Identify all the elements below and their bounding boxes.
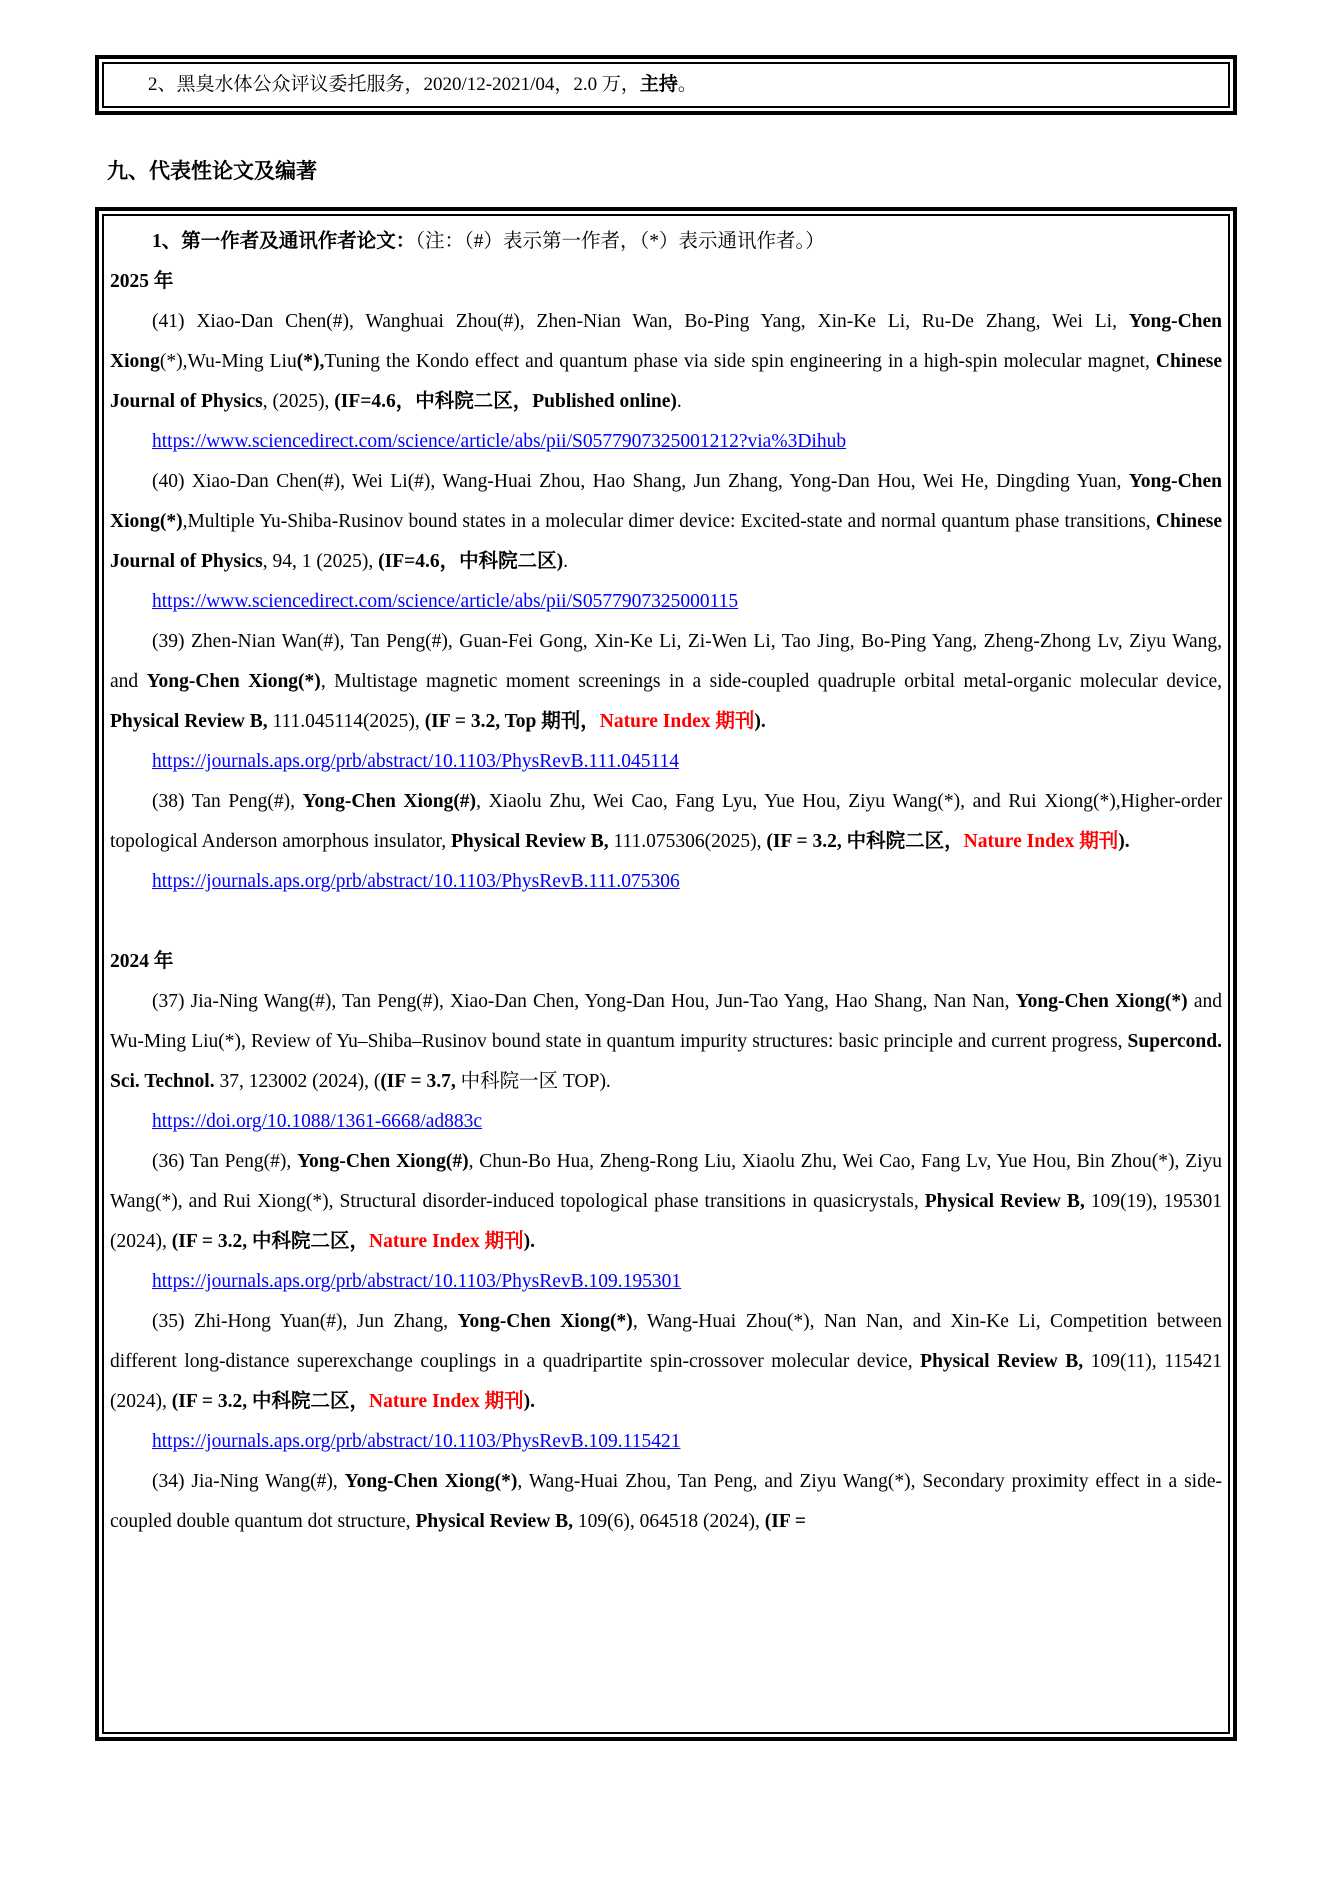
publication-link-37 (110, 1102, 1222, 1142)
entry-text-segment: 111.045114(2025), (267, 711, 425, 732)
entry-text-segment: Supercond. Sci. Technol. (110, 1031, 1222, 1092)
publication-link[interactable]: https://journals.aps.org/prb/abstract/10.1103/PhysRevB.111.045114 (152, 751, 680, 772)
entry-text-segment: , Xiaolu Zhu, Wei Cao, Fang Lyu, Yue Hou, Ziyu Wang(*), and Rui Xiong(*),Higher-order topological Anderson amorphous insulator, (110, 791, 1222, 852)
entry-text-segment: ). (1118, 831, 1130, 852)
entry-text-segment: Physical Review B, (920, 1351, 1084, 1372)
entry-text-segment: . (563, 551, 568, 572)
entry-text-segment: Yong-Chen Xiong(*) (110, 471, 1222, 532)
publication-link[interactable]: https://doi.org/10.1088/1361-6668/ad883c (152, 1111, 483, 1132)
publications-box (95, 207, 1237, 1741)
entry-text-segment: Nature Index 期刊 (599, 711, 755, 732)
entry-text-segment: Yong-Chen Xiong(#) (302, 791, 477, 812)
entry-text-segment: and Wu-Ming Liu(*), Review of Yu–Shiba–Rusinov bound state in quantum impurity structures: basic principle and current progress, (110, 991, 1222, 1052)
entry-text-segment: , Wang-Huai Zhou(*), Nan Nan, and Xin-Ke Li, Competition between different long-distance superexchange couplings in a quadripartite spin-crossover molecular device, (110, 1311, 1222, 1372)
entry-text-segment: Yong-Chen Xiong(*) (344, 1471, 518, 1492)
entry-text-segment: (IF = 3.2, 中科院二区， (171, 1391, 370, 1412)
year-2025: 2025 年 (110, 271, 174, 292)
top-note-box-inner (102, 62, 1230, 108)
entry-text-segment: 111.075306(2025), (608, 831, 767, 852)
publication-link-38 (110, 862, 1222, 902)
entry-text-segment: . (676, 391, 682, 412)
entry-text-segment: Yong-Chen Xiong(#) (297, 1151, 469, 1172)
entry-text-segment: ,Multiple Yu-Shiba-Rusinov bound states in a molecular dimer device: Excited-state and normal quantum phase transitions, (182, 511, 1156, 532)
entry-text-segment: （注：（#）表示第一作者，（*）表示通讯作者。） (415, 231, 825, 252)
publication-link-35 (110, 1422, 1222, 1462)
entry-text-segment: Yong-Chen Xiong(*) (1015, 991, 1188, 1012)
entry-text-segment: Nature Index 期刊 (369, 1391, 524, 1412)
section-title: 九、代表性论文及编著 (107, 159, 317, 183)
entry-text-segment: (35) Zhi-Hong Yuan(#), Jun Zhang, (152, 1311, 458, 1332)
entry-text-segment: (41) Xiao-Dan Chen(#), Wanghuai Zhou(#), Zhen-Nian Wan, Bo-Ping Yang, Xin-Ke Li, Ru-De Zhang, Wei Li, (152, 311, 1129, 332)
entry-text-segment: ). (523, 1391, 535, 1412)
entry-text-segment: Physical Review B, (924, 1191, 1085, 1212)
entry-text-segment: (IF=4.6，中科院二区) (378, 551, 564, 572)
entry-text-segment: (34) Jia-Ning Wang(#), (152, 1471, 345, 1492)
publication-link-40 (110, 582, 1222, 622)
entry-text-segment: Chinese Journal of Physics (110, 351, 1222, 412)
entry-text-segment: Physical Review B, (415, 1511, 574, 1532)
entry-text-segment: ). (754, 711, 766, 732)
publication-entry-38 (110, 782, 1222, 862)
publication-link[interactable]: https://journals.aps.org/prb/abstract/10.1103/PhysRevB.111.075306 (152, 871, 680, 892)
publication-link-41 (110, 422, 1222, 462)
entry-text-segment: 1、第一作者及通讯作者论文： (152, 231, 416, 252)
publication-entry-35 (110, 1302, 1222, 1422)
publication-entry-37 (110, 982, 1222, 1102)
entry-text-segment: (36) Tan Peng(#), (152, 1151, 298, 1172)
publication-entry-41 (110, 302, 1222, 422)
entry-text-segment: (IF = 3.2, 中科院二区， (766, 831, 964, 852)
top-note-prefix: 2、黑臭水体公众评议委托服务，2020/12-2021/04，2.0 万， (148, 74, 640, 95)
publications-list (102, 214, 1230, 1734)
entry-text-segment: 中科院一区 TOP). (455, 1071, 611, 1092)
entry-text-segment: (38) Tan Peng(#), (152, 791, 303, 812)
entry-text-segment: (39) Zhen-Nian Wan(#), Tan Peng(#), Guan-Fei Gong, Xin-Ke Li, Zi-Wen Li, Tao Jing, Bo-Ping Yang, Zheng-Zhong Lv, Ziyu Wang, and (110, 631, 1222, 692)
top-note-text (148, 69, 1218, 101)
entry-text-segment: (IF = 3.2, 中科院二区， (171, 1231, 370, 1252)
entry-text-segment: (IF = (764, 1511, 807, 1532)
entry-text-segment: (37) Jia-Ning Wang(#), Tan Peng(#), Xiao-Dan Chen, Yong-Dan Hou, Jun-Tao Yang, Hao Shang, Nan Nan, (152, 991, 1016, 1012)
publication-entry-34 (110, 1462, 1222, 1542)
entry-text-segment: ). (523, 1231, 535, 1252)
entry-text-segment: (IF = 3.2, Top 期刊， (424, 711, 600, 732)
entry-text-segment: , 94, 1 (2025), (262, 551, 379, 572)
entry-text-segment: , Multistage magnetic moment screenings in a side-coupled quadruple orbital metal-organic molecular device, (320, 671, 1222, 692)
entry-text-segment: Yong-Chen Xiong(*) (457, 1311, 633, 1332)
publication-link[interactable]: https://journals.aps.org/prb/abstract/10.1103/PhysRevB.109.195301 (152, 1271, 682, 1292)
entry-text-segment: , (2025), (262, 391, 335, 412)
entry-text-segment: Yong-Chen Xiong (110, 311, 1222, 372)
entry-text-segment: , Wang-Huai Zhou, Tan Peng, and Ziyu Wang(*), Secondary proximity effect in a side-coupled double quantum dot structure, (110, 1471, 1222, 1532)
publication-link-39 (110, 742, 1222, 782)
publication-link[interactable]: https://www.sciencedirect.com/science/article/abs/pii/S0577907325000115 (152, 591, 739, 612)
entry-text-segment: (40) Xiao-Dan Chen(#), Wei Li(#), Wang-Huai Zhou, Hao Shang, Jun Zhang, Yong-Dan Hou, Wei He, Dingding Yuan, (152, 471, 1129, 492)
publication-link-36 (110, 1262, 1222, 1302)
entry-text-segment: Tuning the Kondo effect and quantum phase via side spin engineering in a high-spin molecular magnet, (324, 351, 1156, 372)
year-2024: 2024 年 (110, 951, 174, 972)
entry-text-segment: 109(19), 195301 (2024), (110, 1191, 1222, 1252)
entry-text-segment: (IF=4.6，中科院二区，Published online) (334, 391, 677, 412)
entry-text-segment: Physical Review B, (450, 831, 609, 852)
publication-link[interactable]: https://journals.aps.org/prb/abstract/10.1103/PhysRevB.109.115421 (152, 1431, 681, 1452)
entry-text-segment: Yong-Chen Xiong(*) (146, 671, 321, 692)
publication-entry-36 (110, 1142, 1222, 1262)
entry-text-segment: (*),Wu-Ming Liu (159, 351, 297, 372)
entry-text-segment: Nature Index 期刊 (369, 1231, 524, 1252)
entry-text-segment: 109(11), 115421 (2024), (110, 1351, 1223, 1412)
entry-text-segment: Chinese Journal of Physics (110, 511, 1222, 572)
top-note-bold: 主持 (639, 74, 678, 95)
publication-entry-39 (110, 622, 1222, 742)
publication-link[interactable]: https://www.sciencedirect.com/science/article/abs/pii/S0577907325001212?via%3Dihub (152, 431, 847, 452)
blank-line (110, 902, 1222, 942)
publication-entry-40 (110, 462, 1222, 582)
entry-text-segment: , Chun-Bo Hua, Zheng-Rong Liu, Xiaolu Zhu, Wei Cao, Fang Lv, Yue Hou, Bin Zhou(*), Ziyu Wang(*), and Rui Xiong(*), Structural disorder-induced topological phase transitions in quasicrystals, (110, 1151, 1222, 1212)
top-note-suffix: 。 (677, 74, 697, 95)
entry-text-segment: 37, 123002 (2024), ( (214, 1071, 381, 1092)
entry-text-segment: Physical Review B, (110, 711, 268, 732)
entry-text-segment: (*), (296, 351, 325, 372)
entry-text-segment: (IF = 3.7, (380, 1071, 456, 1092)
list-heading (110, 222, 1222, 262)
entry-text-segment: Nature Index 期刊 (963, 831, 1119, 852)
entry-text-segment: 109(6), 064518 (2024), (573, 1511, 765, 1532)
top-note-box (95, 55, 1237, 115)
